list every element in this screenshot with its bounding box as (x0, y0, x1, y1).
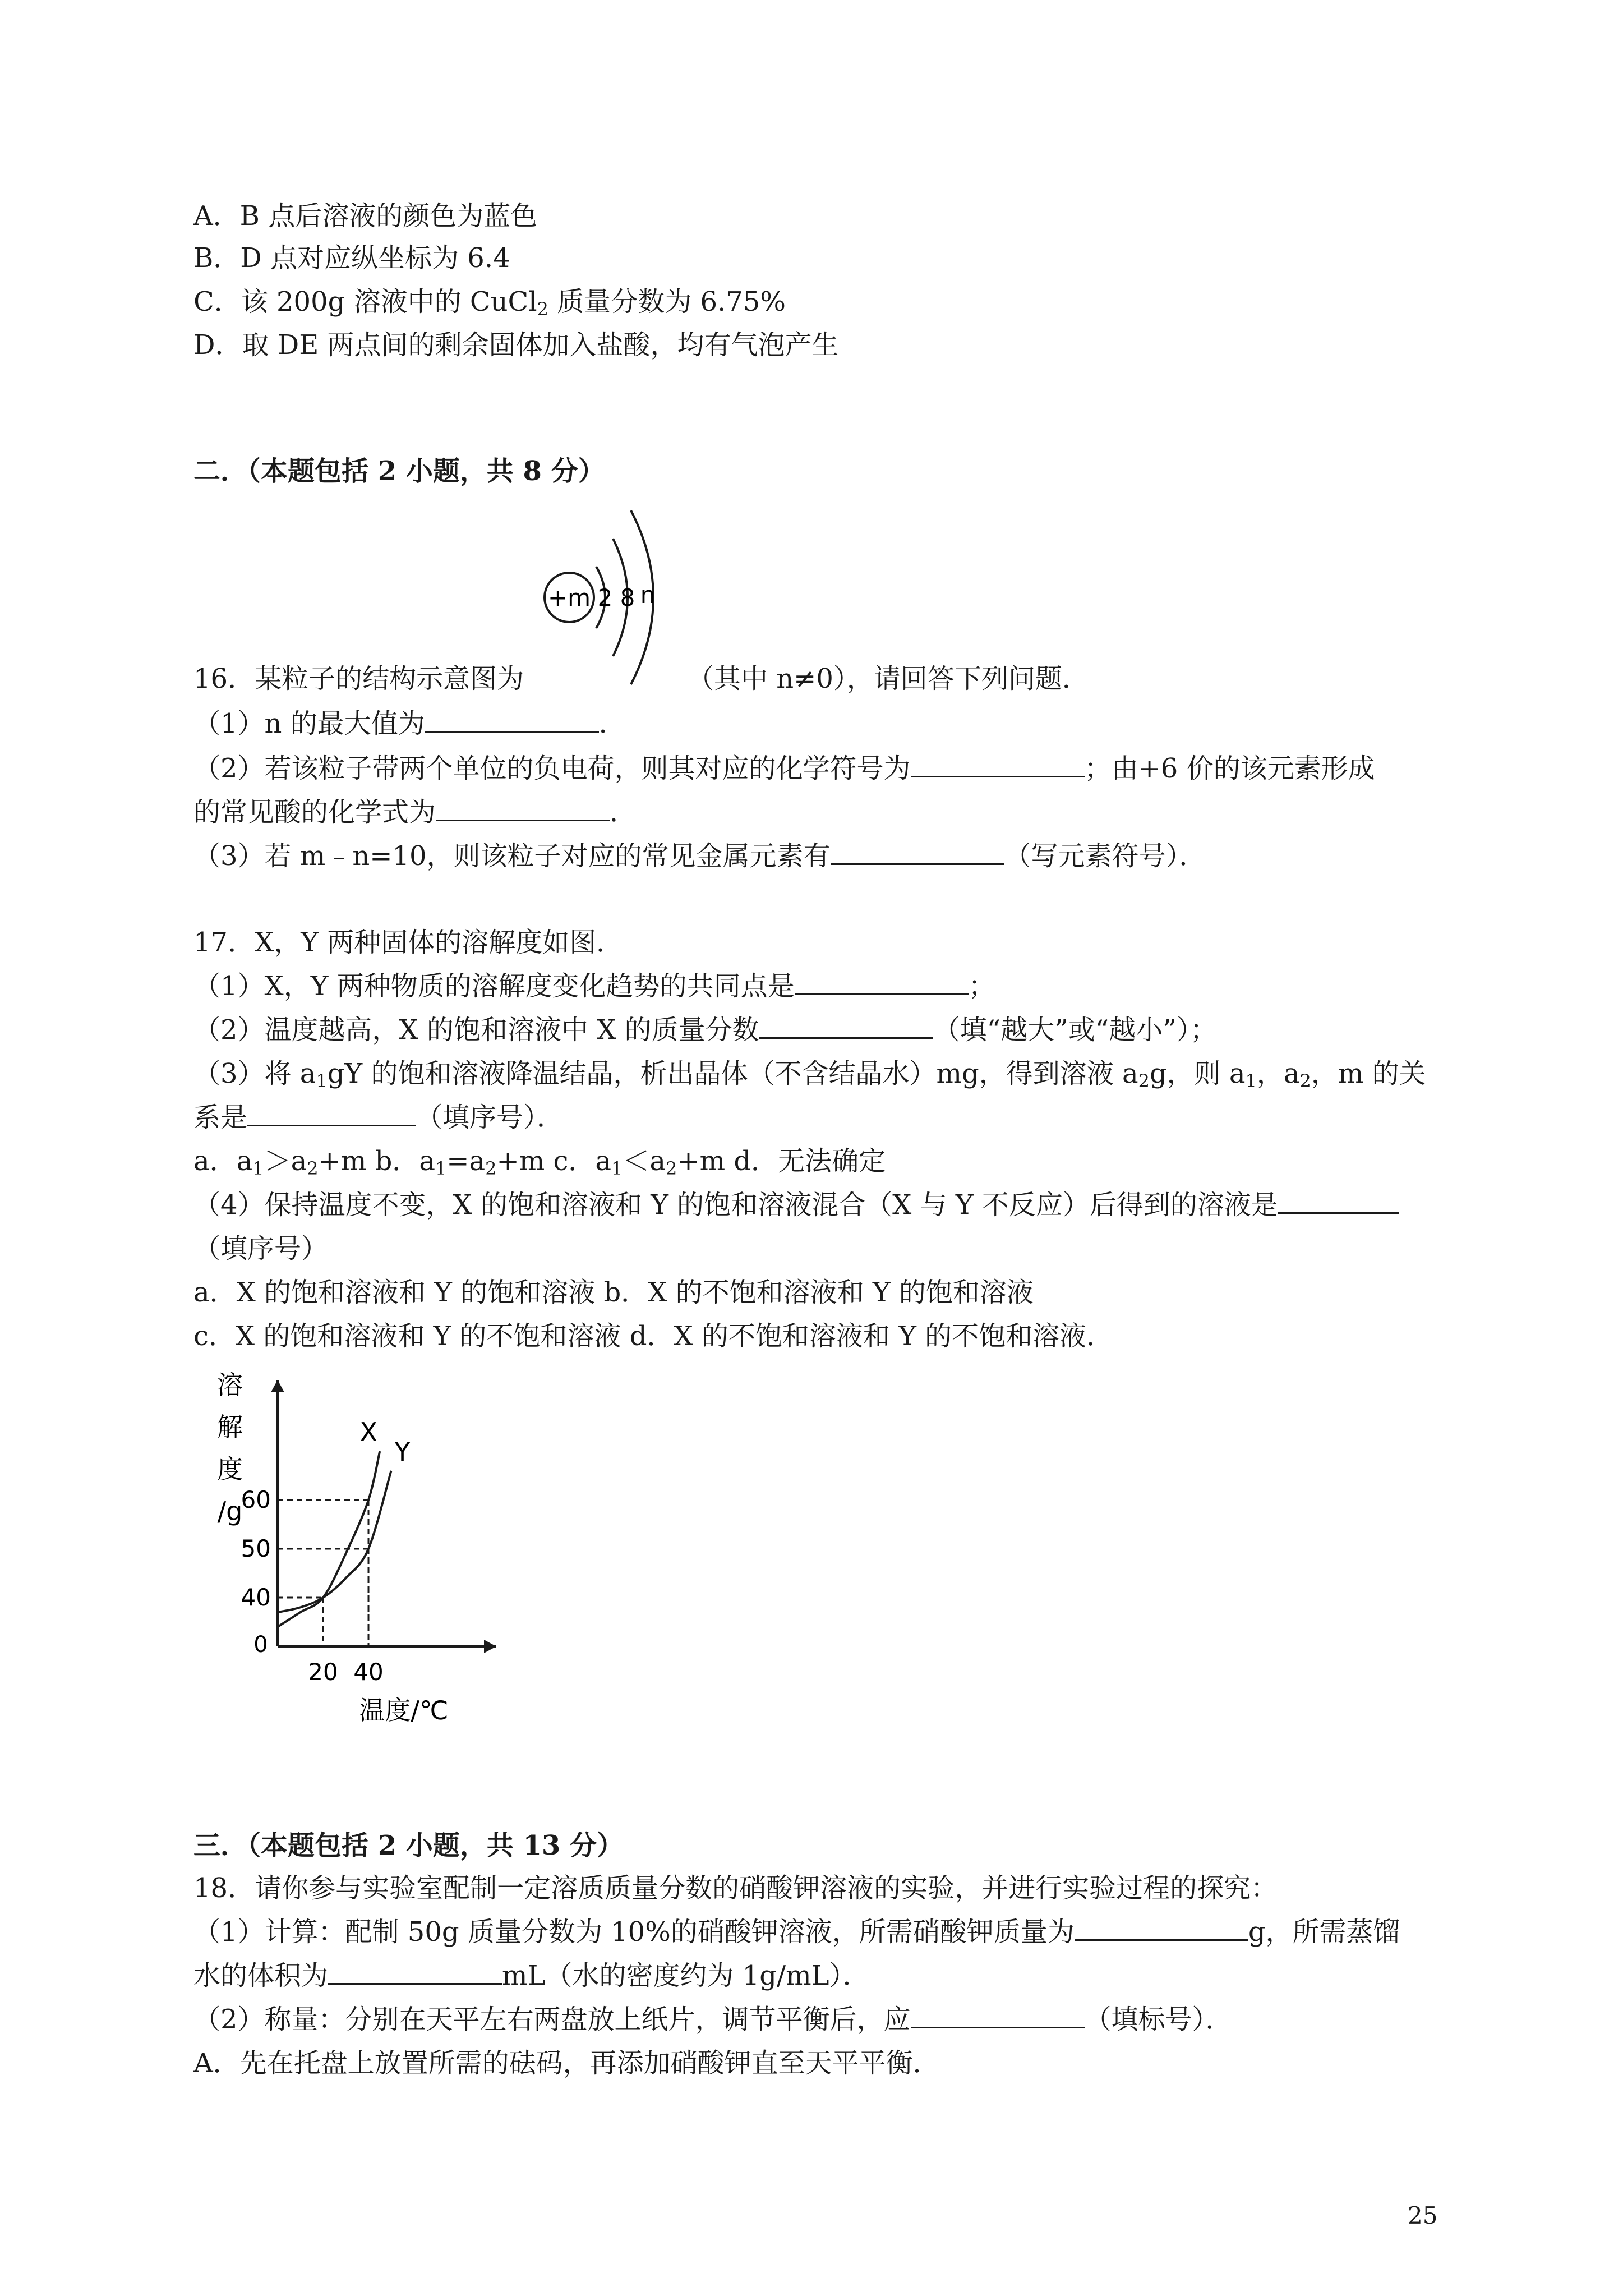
nucleus-label: +m (547, 584, 591, 611)
answer-blank[interactable] (1278, 1190, 1399, 1214)
origin-label: 0 (253, 1632, 268, 1658)
q15-option-d: D．取 DE 两点间的剩余固体加入盐酸，均有气泡产生 (193, 329, 839, 361)
q18-part-1-cont: 水的体积为 mL（水的密度约为 1g/mL）． (193, 1960, 870, 1991)
atom-structure-diagram (536, 499, 687, 690)
q15-option-c: C．该 200g 溶液中的 CuCl$_2$ 质量分数为 6.75% (193, 286, 786, 320)
q18-part-1: （1）计算：配制 50g 质量分数为 10%的硝酸钾溶液，所需硝酸钾质量为 g，所需蒸馏 (193, 1916, 1400, 1948)
y-axis-label-char: 溶 (217, 1370, 243, 1400)
q16-part-2-cont: 的常见酸的化学式为 ． (193, 797, 637, 828)
series-label-x: X (359, 1417, 378, 1447)
q15-option-b: B．D 点对应纵坐标为 6.4 (193, 242, 510, 274)
answer-blank[interactable] (911, 2004, 1085, 2028)
y-tick-label: 40 (241, 1584, 271, 1611)
q17-part-4: （4）保持温度不变，X 的饱和溶液和 Y 的饱和溶液混合（X 与 Y 不反应）后得到的溶液是 (193, 1188, 1399, 1222)
series-label-y: Y (394, 1436, 411, 1467)
section-2-heading: 二．（本题包括 2 小题，共 8 分） (193, 455, 605, 487)
series-curve-x (278, 1451, 380, 1627)
answer-blank[interactable] (1075, 1917, 1248, 1941)
shell-1-count: 2 (597, 584, 613, 611)
q17-part-3: （3）将 $a_1gY$ 的饱和溶液降温结晶，析出晶体（不含结晶水）mg，得到溶液 $a_2g$，则 $a_1$，$a_2$，m 的关 (193, 1058, 1426, 1092)
q17-part-4-options-ab: a．X 的饱和溶液和 Y 的饱和溶液 b．X 的不饱和溶液和 Y 的饱和溶液 (193, 1277, 1034, 1308)
q17-part-4-options-cd: c．X 的饱和溶液和 Y 的不饱和溶液 d．X 的不饱和溶液和 Y 的不饱和溶液． (193, 1320, 1114, 1352)
solubility-chart (202, 1363, 651, 1733)
q16-stem-end: （其中 n≠0），请回答下列问题． (687, 663, 1089, 694)
q16-part-1: （1）n 的最大值为 ． (193, 708, 626, 739)
y-axis-arrow (271, 1380, 284, 1392)
x-tick-label: 40 (353, 1658, 384, 1686)
q17-stem: 17．X，Y 两种固体的溶解度如图． (193, 927, 624, 958)
answer-blank[interactable] (911, 753, 1085, 777)
x-tick-label: 20 (308, 1658, 338, 1686)
q17-part-1: （1）X，Y 两种物质的溶解度变化趋势的共同点是 ； (193, 970, 995, 1002)
q15-option-a: A．B 点后溶液的颜色为蓝色 (193, 200, 538, 232)
q17-part-2: （2）温度越高，X 的饱和溶液中 X 的质量分数 （填“越大”或“越小”）； (193, 1014, 1217, 1046)
answer-blank[interactable] (425, 708, 599, 733)
section-3-heading: 三．（本题包括 2 小题，共 13 分） (193, 1830, 624, 1861)
answer-blank[interactable] (795, 971, 969, 995)
q18-part-2: （2）称量：分别在天平左右两盘放上纸片，调节平衡后，应 （填标号）． (193, 2004, 1233, 2035)
y-tick-label: 50 (241, 1535, 271, 1562)
x-axis-arrow (484, 1640, 496, 1653)
answer-blank[interactable] (831, 841, 1004, 865)
q17-part-4-cont: （填序号） (193, 1233, 329, 1264)
y-axis-label-char: 解 (217, 1412, 243, 1442)
shell-2-count: 8 (620, 584, 635, 611)
answer-blank[interactable] (247, 1102, 416, 1126)
y-axis-label-char: /g (217, 1496, 243, 1526)
series-curve-y (278, 1471, 391, 1612)
q18-stem: 18．请你参与实验室配制一定溶质质量分数的硝酸钾溶液的实验，并进行实验过程的探究： (193, 1872, 1278, 1904)
shell-3-count: n (640, 581, 656, 609)
q17-part-3-cont: 系是 （填序号）． (193, 1102, 564, 1133)
answer-blank[interactable] (436, 797, 610, 821)
page-number: 25 (1408, 2202, 1438, 2229)
y-tick-label: 60 (241, 1486, 271, 1513)
q16-part-3: （3）若 m﹣n=10，则该粒子对应的常见金属元素有 （写元素符号）． (193, 840, 1206, 872)
q16-stem-start: 16．某粒子的结构示意图为 (193, 663, 524, 694)
q18-option-a: A．先在托盘上放置所需的砝码，再添加硝酸钾直至天平平衡． (193, 2047, 940, 2079)
answer-blank[interactable] (328, 1961, 502, 1985)
answer-blank[interactable] (759, 1015, 933, 1039)
q17-part-3-options: a．$a_1>a_2+m$ b．$a_1=a_2+m$ c．$a_1<a_2+m$ d．无法确定 (193, 1145, 886, 1179)
y-axis-label-char: 度 (217, 1454, 243, 1484)
x-axis-label: 温度/℃ (359, 1695, 449, 1726)
q16-part-2: （2）若该粒子带两个单位的负电荷，则其对应的化学符号为 ；由+6 价的该元素形成 (193, 753, 1375, 784)
